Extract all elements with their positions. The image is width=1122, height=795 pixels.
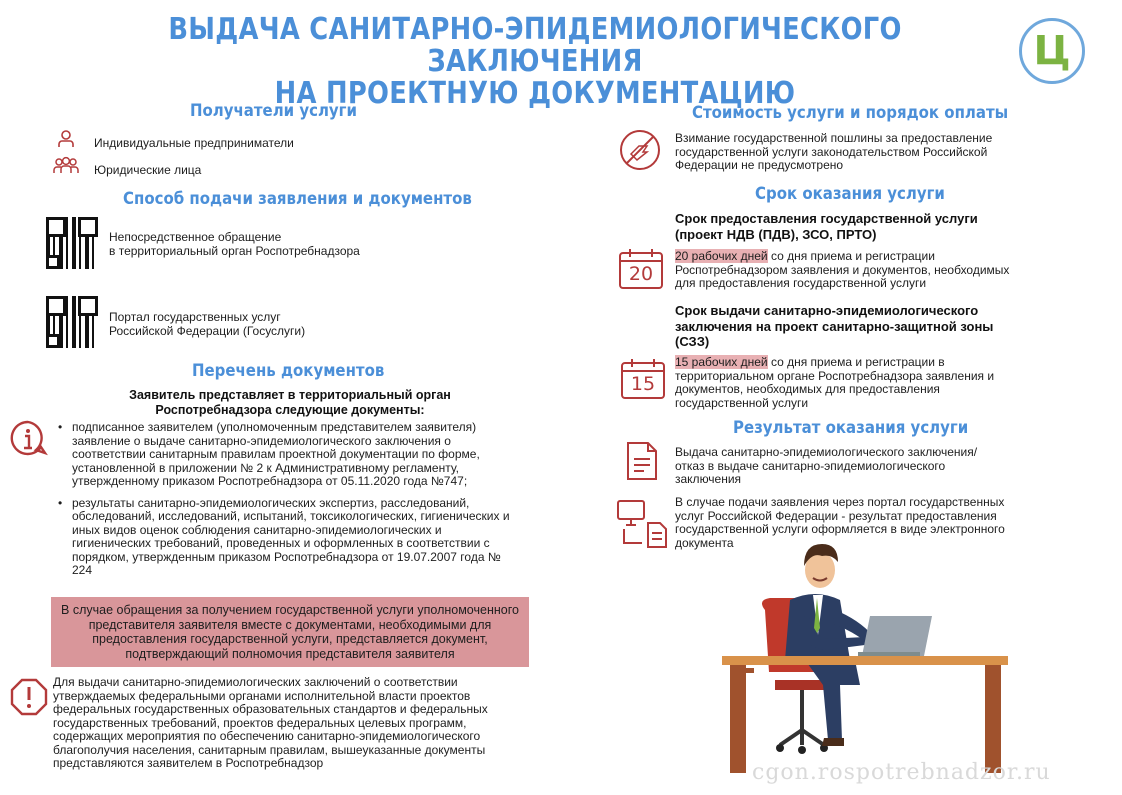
man-with-laptop-illustration [720, 540, 1010, 775]
calendar-number: 20 [628, 263, 654, 285]
result-text-1: Выдача санитарно-эпидемиологического заключения/ отказ в выдаче санитарно-эпидемиологического заключения [675, 445, 978, 486]
logo-letter: Ц [1033, 28, 1071, 74]
computer-document-icon [616, 499, 668, 549]
calendar-icon [620, 358, 666, 400]
term-sub-2: Срок выдачи санитарно-эпидемиологического заключения на проект санитарно-защитной зоны (СЗЗ) [675, 303, 994, 349]
term-text-2 [675, 356, 1005, 410]
document-item: • подписанное заявителем (уполномоченным представителем заявителя) заявление о выдаче санитарно-эпидемиологического заключения о соответствии санитарным правилам проектной документации по форме, установленной в приложении № 2 к Административному регламенту, утвержденному приказом Роспотребнадзора от 05.11.2020 года №747; [56, 421, 516, 489]
term-text-2-body: со дня приема и регистрации в территориальном органе Роспотребнадзора заявления и документов, необходимых для предоставления государственной услуги [675, 355, 995, 410]
method-1-line-2: в территориальный орган Роспотребнадзора [109, 243, 360, 258]
recipient-item: Юридические лица [94, 163, 202, 177]
document-item: • результаты санитарно-эпидемиологических экспертиз, расследований, обследований, исследований, испытаний, токсикологических, гигиенических и иных видов оценок соблюдения санитарно-эпидемиологических и гигиенических требований, проведенных и оформленных в соответствии с порядком, утвержденным приказом Роспотребнадзора от 19.07.2007 года № 224 [56, 497, 516, 578]
term-sub-1: Срок предоставления государственной услуги (проект НДВ (ПДВ), ЗСО, ПРТО) [675, 211, 978, 242]
days-highlight: 15 рабочих дней [675, 355, 768, 369]
title-line-1: ВЫДАЧА САНИТАРНО-ЭПИДЕМИОЛОГИЧЕСКОГО ЗАКЛЮЧЕНИЯ [168, 12, 902, 79]
method-2-line-1: Портал государственных услуг [109, 310, 281, 324]
warning-icon [10, 678, 48, 716]
calendar-icon [618, 248, 664, 290]
method-2-line-2: Российской Федерации (Госуслуги) [109, 323, 306, 338]
days-highlight: 20 рабочих дней [675, 249, 768, 263]
person-icon [56, 129, 76, 149]
info-icon [8, 419, 48, 459]
calendar-number: 15 [630, 373, 656, 395]
documents-heading: Перечень документов [192, 361, 385, 381]
representative-banner: В случае обращения за получением государственной услуги уполномоченного представителя заявителя вместе с документами, необходимыми для предоставления государственной услуги, представляется документ, подтверждающий полномочия представителя заявителя [51, 597, 529, 667]
result-heading: Результат оказания услуги [733, 418, 969, 438]
document-icon [626, 441, 658, 481]
group-icon [53, 156, 79, 174]
term-text-1-body: со дня приема и регистрации Роспотребнадзором заявления и документов, необходимых для предоставления государственной услуги [675, 249, 1010, 290]
documents-note: Для выдачи санитарно-эпидемиологических заключений о соответствии утверждаемых федеральными органами исполнительной власти проектов федеральных государственных образовательных стандартов и федеральных государственных требований, проектов федеральных целевых программ, содержащих мероприятия по обеспечению санитарно-эпидемиологического благополучия населения, санитарным правилам, вышеуказанные документы представляются заявителем в Роспотребнадзор [53, 675, 488, 770]
term-text-1 [675, 250, 1010, 291]
page-title [127, 14, 944, 110]
qr-code-icon [46, 296, 98, 348]
submission-method-2 [109, 311, 305, 338]
submission-method-1 [109, 231, 360, 258]
logo [1019, 18, 1085, 84]
intro-line-1: Заявитель представляет в территориальный орган [129, 388, 451, 402]
cost-text: Взимание государственной пошлины за предоставление государственной услуги законодательством Российской Федерации не предусмотрено [675, 131, 993, 172]
title-line-2: НА ПРОЕКТНУЮ ДОКУМЕНТАЦИЮ [274, 76, 796, 111]
recipient-item: Индивидуальные предприниматели [94, 136, 294, 150]
result-text-2: В случае подачи заявления через портал государственных услуг Российской Федерации - результат предоставления государственной услуги оформляется в виде электронного документа [675, 495, 1005, 550]
term-heading: Срок оказания услуги [755, 184, 945, 204]
documents-intro [90, 388, 490, 417]
intro-line-2: Роспотребнадзора следующие документы: [155, 402, 425, 417]
no-payment-icon [618, 128, 662, 172]
method-1-line-1: Непосредственное обращение [109, 230, 282, 244]
qr-code-icon [46, 217, 98, 269]
documents-list [56, 421, 516, 586]
cost-heading: Стоимость услуги и порядок оплаты [692, 103, 1009, 123]
recipients-heading: Получатели услуги [190, 101, 357, 121]
watermark: cgon.rospotrebnadzor.ru [752, 760, 1051, 785]
submission-heading: Способ подачи заявления и документов [123, 189, 472, 209]
